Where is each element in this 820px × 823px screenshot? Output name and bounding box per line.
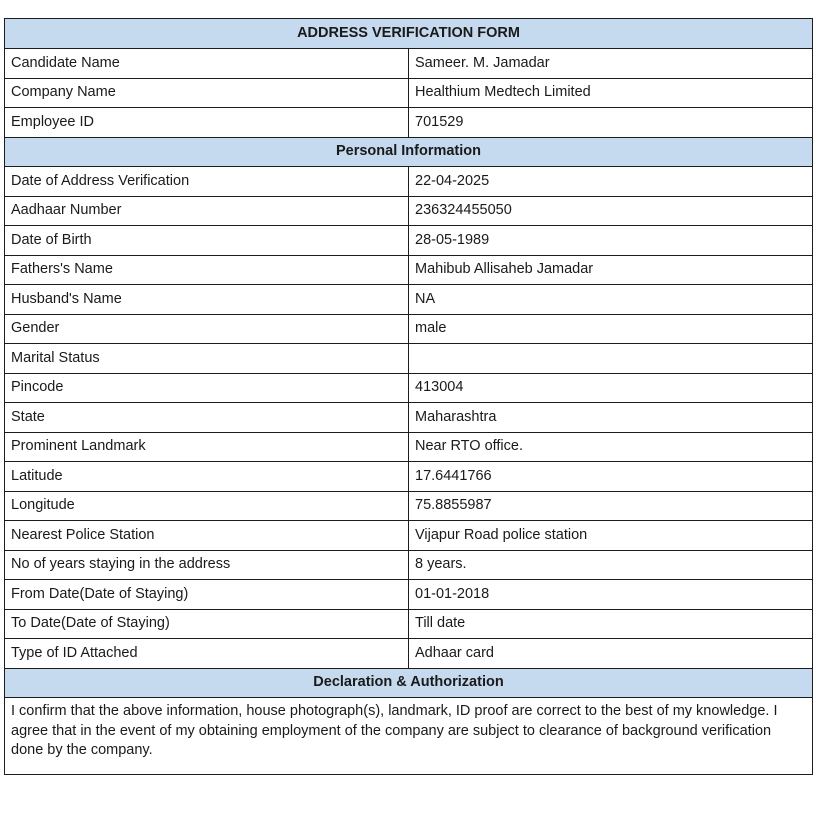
address-verification-form-table: [4, 18, 813, 775]
field-label: Marital Status: [5, 344, 409, 374]
field-row-company-name: [5, 78, 813, 108]
field-label: Candidate Name: [5, 49, 409, 79]
field-label: Date of Address Verification: [5, 167, 409, 197]
field-value: 236324455050: [409, 196, 813, 226]
declaration-text: I confirm that the above information, house photograph(s), landmark, ID proof are correct to the best of my knowledge. I agree that in the event of my obtaining employment of the company are subject to clearance of background verification done by the company.: [5, 698, 813, 775]
field-value: [409, 344, 813, 374]
field-row-longitude: [5, 491, 813, 521]
field-label: Gender: [5, 314, 409, 344]
field-value: 413004: [409, 373, 813, 403]
field-value: Healthium Medtech Limited: [409, 78, 813, 108]
field-row-from-date: [5, 580, 813, 610]
field-label: Pincode: [5, 373, 409, 403]
section-header-declaration: [5, 668, 813, 698]
field-row-candidate-name: [5, 49, 813, 79]
field-label: Longitude: [5, 491, 409, 521]
field-value: NA: [409, 285, 813, 315]
form-title-row: [5, 19, 813, 49]
field-label: Employee ID: [5, 108, 409, 138]
field-row-date-of-birth: [5, 226, 813, 256]
field-value: 01-01-2018: [409, 580, 813, 610]
declaration-row: [5, 698, 813, 775]
field-value: Adhaar card: [409, 639, 813, 669]
field-value: 17.6441766: [409, 462, 813, 492]
field-label: Company Name: [5, 78, 409, 108]
field-row-type-of-id: [5, 639, 813, 669]
field-label: No of years staying in the address: [5, 550, 409, 580]
field-label: Aadhaar Number: [5, 196, 409, 226]
field-value: Till date: [409, 609, 813, 639]
field-value: Near RTO office.: [409, 432, 813, 462]
field-value: 22-04-2025: [409, 167, 813, 197]
field-row-to-date: [5, 609, 813, 639]
section-title: Personal Information: [5, 137, 813, 167]
field-label: Date of Birth: [5, 226, 409, 256]
field-row-fathers-name: [5, 255, 813, 285]
field-label: Latitude: [5, 462, 409, 492]
field-row-state: [5, 403, 813, 433]
field-row-husbands-name: [5, 285, 813, 315]
field-row-latitude: [5, 462, 813, 492]
section-header-personal-information: [5, 137, 813, 167]
field-value: Sameer. M. Jamadar: [409, 49, 813, 79]
field-label: Fathers's Name: [5, 255, 409, 285]
field-row-employee-id: [5, 108, 813, 138]
field-value: Vijapur Road police station: [409, 521, 813, 551]
field-label: Prominent Landmark: [5, 432, 409, 462]
field-label: Type of ID Attached: [5, 639, 409, 669]
field-label: Nearest Police Station: [5, 521, 409, 551]
field-value: 28-05-1989: [409, 226, 813, 256]
field-row-pincode: [5, 373, 813, 403]
field-label: From Date(Date of Staying): [5, 580, 409, 610]
field-value: 701529: [409, 108, 813, 138]
field-row-gender: [5, 314, 813, 344]
section-title: Declaration & Authorization: [5, 668, 813, 698]
field-row-date-of-address-verification: [5, 167, 813, 197]
field-row-years-staying: [5, 550, 813, 580]
field-label: State: [5, 403, 409, 433]
field-row-nearest-police-station: [5, 521, 813, 551]
field-row-aadhaar-number: [5, 196, 813, 226]
field-value: male: [409, 314, 813, 344]
field-row-prominent-landmark: [5, 432, 813, 462]
field-label: Husband's Name: [5, 285, 409, 315]
field-value: Maharashtra: [409, 403, 813, 433]
form-title: ADDRESS VERIFICATION FORM: [5, 19, 813, 49]
field-row-marital-status: [5, 344, 813, 374]
field-value: 75.8855987: [409, 491, 813, 521]
field-value: 8 years.: [409, 550, 813, 580]
field-value: Mahibub Allisaheb Jamadar: [409, 255, 813, 285]
field-label: To Date(Date of Staying): [5, 609, 409, 639]
